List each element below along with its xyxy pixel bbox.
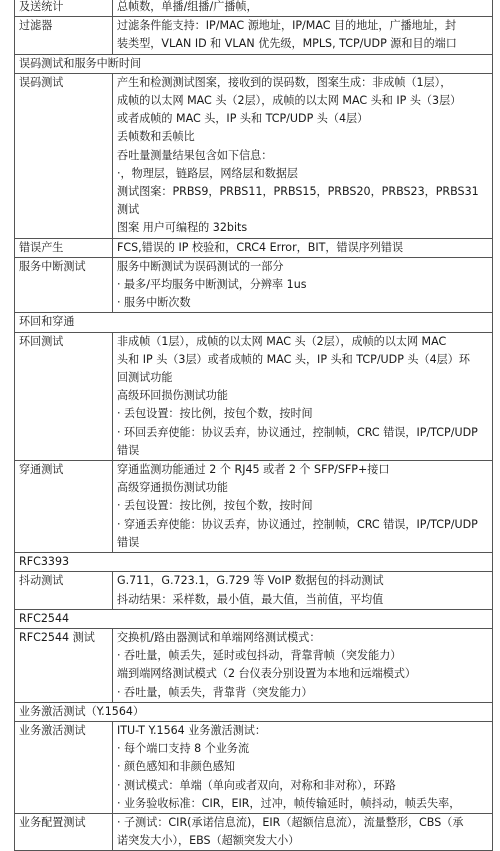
section-header-row — [15, 313, 493, 332]
section-header-row — [15, 609, 493, 628]
spec-line: 成帧的以太网 MAC 头（2层），成帧的以太网 MAC 头和 IP 头（3层） — [117, 94, 462, 108]
spec-line: · 丢包设置：按比例，按包个数，按时间 — [117, 407, 313, 421]
spec-row — [15, 73, 493, 238]
spec-line: · 业务验收标准：CIR，EIR，过冲，帧传输延时，帧抖动，帧丢失率， — [117, 796, 461, 810]
spec-line: 头和 IP 头（3层）或者成帧的 MAC 头，IP 头和 TCP/UDP 头（4层）环 — [117, 352, 470, 366]
spec-line: 丢帧数和丢帧比 — [117, 130, 195, 144]
spec-line: G.711，G.723.1，G.729 等 VoIP 数据包的抖动测试 — [117, 574, 384, 588]
spec-line: 端到端网络测试模式（2 台仪表分别设置为本地和远端模式） — [117, 667, 417, 681]
spec-line: 回测试功能 — [117, 371, 173, 385]
spec-line: · 测试模式：单端（单向或者双向，对称和非对称），环路 — [117, 778, 396, 792]
spec-row — [15, 461, 493, 553]
spec-line: · 环回丢弃使能：协议丢弃，协议通过，控制帧，CRC 错误，IP/TCP/UDP — [117, 425, 478, 439]
spec-row — [15, 257, 493, 313]
spec-line: 总帧数，单播/组播/广播帧， — [117, 0, 258, 13]
spec-line: 高级环回损伤测试功能 — [117, 389, 228, 403]
spec-table — [14, 0, 493, 851]
section-title: RFC3393 — [15, 553, 493, 572]
section-header-row — [15, 553, 493, 572]
section-title: RFC2544 — [15, 609, 493, 628]
spec-label: 错误产生 — [15, 238, 113, 257]
spec-line: 图案 用户可编程的 32bits — [117, 221, 248, 235]
spec-row — [15, 572, 493, 609]
spec-line: · 服务中断次数 — [117, 296, 191, 310]
section-title: 误码测试和服务中断时间 — [15, 54, 493, 73]
spec-value — [113, 572, 493, 609]
spec-value — [113, 813, 493, 850]
spec-line: 产生和检测测试图案，接收到的误码数，图案生成：非成帧（1层）， — [117, 75, 452, 89]
spec-line: 非成帧（1层），成帧的以太网 MAC 头（2层），成帧的以太网 MAC — [117, 334, 447, 348]
spec-row — [15, 17, 493, 54]
spec-label: 环回测试 — [15, 332, 113, 460]
spec-label: 误码测试 — [15, 73, 113, 238]
spec-value — [113, 0, 493, 17]
spec-line: · 穿通丢弃使能：协议丢弃，协议通过，控制帧，CRC 错误，IP/TCP/UDP — [117, 517, 478, 531]
spec-line: 服务中断测试为误码测试的一部分 — [117, 259, 284, 273]
spec-row — [15, 0, 493, 17]
spec-line: 抖动结果：采样数，最小值，最大值，当前值，平均值 — [117, 592, 384, 606]
section-header-row — [15, 702, 493, 721]
spec-label: 业务激活测试 — [15, 721, 113, 813]
spec-label: 及送统计 — [15, 0, 113, 17]
spec-line: 过滤条件能支持：IP/MAC 源地址，IP/MAC 目的地址，广播地址，封 — [117, 19, 457, 33]
spec-line: 错误 — [117, 535, 140, 549]
spec-value — [113, 73, 493, 238]
spec-line: 装类型，VLAN ID 和 VLAN 优先级，MPLS, TCP/UDP 源和目的端口 — [117, 37, 457, 51]
spec-line: 交换机/路由器测试和单端网络测试模式： — [117, 630, 321, 644]
spec-line: · 子测试：CIR(承诺信息流)，EIR（超额信息流），流量整形，CBS（承 — [117, 815, 464, 829]
spec-value — [113, 17, 493, 54]
spec-line: 诺突发大小），EBS（超额突发大小） — [117, 834, 300, 848]
spec-line: · 每个端口支持 8 个业务流 — [117, 742, 250, 756]
spec-value — [113, 332, 493, 460]
spec-value — [113, 461, 493, 553]
spec-label: 服务中断测试 — [15, 257, 113, 313]
spec-value — [113, 238, 493, 257]
section-title: 业务激活测试（Y.1564） — [15, 702, 493, 721]
spec-label: 抖动测试 — [15, 572, 113, 609]
section-header-row — [15, 54, 493, 73]
spec-line: 吞吐量测量结果包含如下信息： — [117, 148, 273, 162]
spec-line: 测试图案：PRBS9，PRBS11，PRBS15，PRBS20，PRBS23，PRBS31 测试 — [117, 185, 479, 217]
spec-label: 穿通测试 — [15, 461, 113, 553]
spec-value — [113, 721, 493, 813]
spec-line: 高级穿通损伤测试功能 — [117, 481, 228, 495]
spec-row — [15, 332, 493, 460]
spec-value — [113, 257, 493, 313]
spec-line: · 丢包设置：按比例，按包个数，按时间 — [117, 499, 313, 513]
spec-row — [15, 721, 493, 813]
spec-line: 穿通监测功能通过 2 个 RJ45 或者 2 个 SFP/SFP+接口 — [117, 463, 390, 477]
spec-line: · 吞吐量，帧丢失，背靠背（突发能力） — [117, 685, 313, 699]
spec-line: 错误 — [117, 443, 140, 457]
section-title: 环回和穿通 — [15, 313, 493, 332]
spec-value — [113, 628, 493, 702]
spec-line: ·，物理层，链路层，网络层和数据层 — [117, 166, 299, 180]
spec-row — [15, 238, 493, 257]
spec-line: · 最多/平均服务中断测试，分辨率 1us — [117, 278, 307, 292]
spec-line: 或者成帧的 MAC 头，IP 头和 TCP/UDP 头（4层） — [117, 112, 369, 126]
spec-label: 业务配置测试 — [15, 813, 113, 850]
spec-row — [15, 813, 493, 850]
spec-line: · 吞吐量，帧丢失，延时或包抖动，背靠背帧（突发能力） — [117, 649, 402, 663]
spec-line: FCS,错误的 IP 校验和，CRC4 Error，BIT，错误序列错误 — [117, 240, 404, 254]
spec-line: · 颜色感知和非颜色感知 — [117, 760, 235, 774]
spec-row — [15, 628, 493, 702]
spec-line: ITU-T Y.1564 业务激活测试： — [117, 723, 266, 737]
spec-label: 过滤器 — [15, 17, 113, 54]
spec-label: RFC2544 测试 — [15, 628, 113, 702]
